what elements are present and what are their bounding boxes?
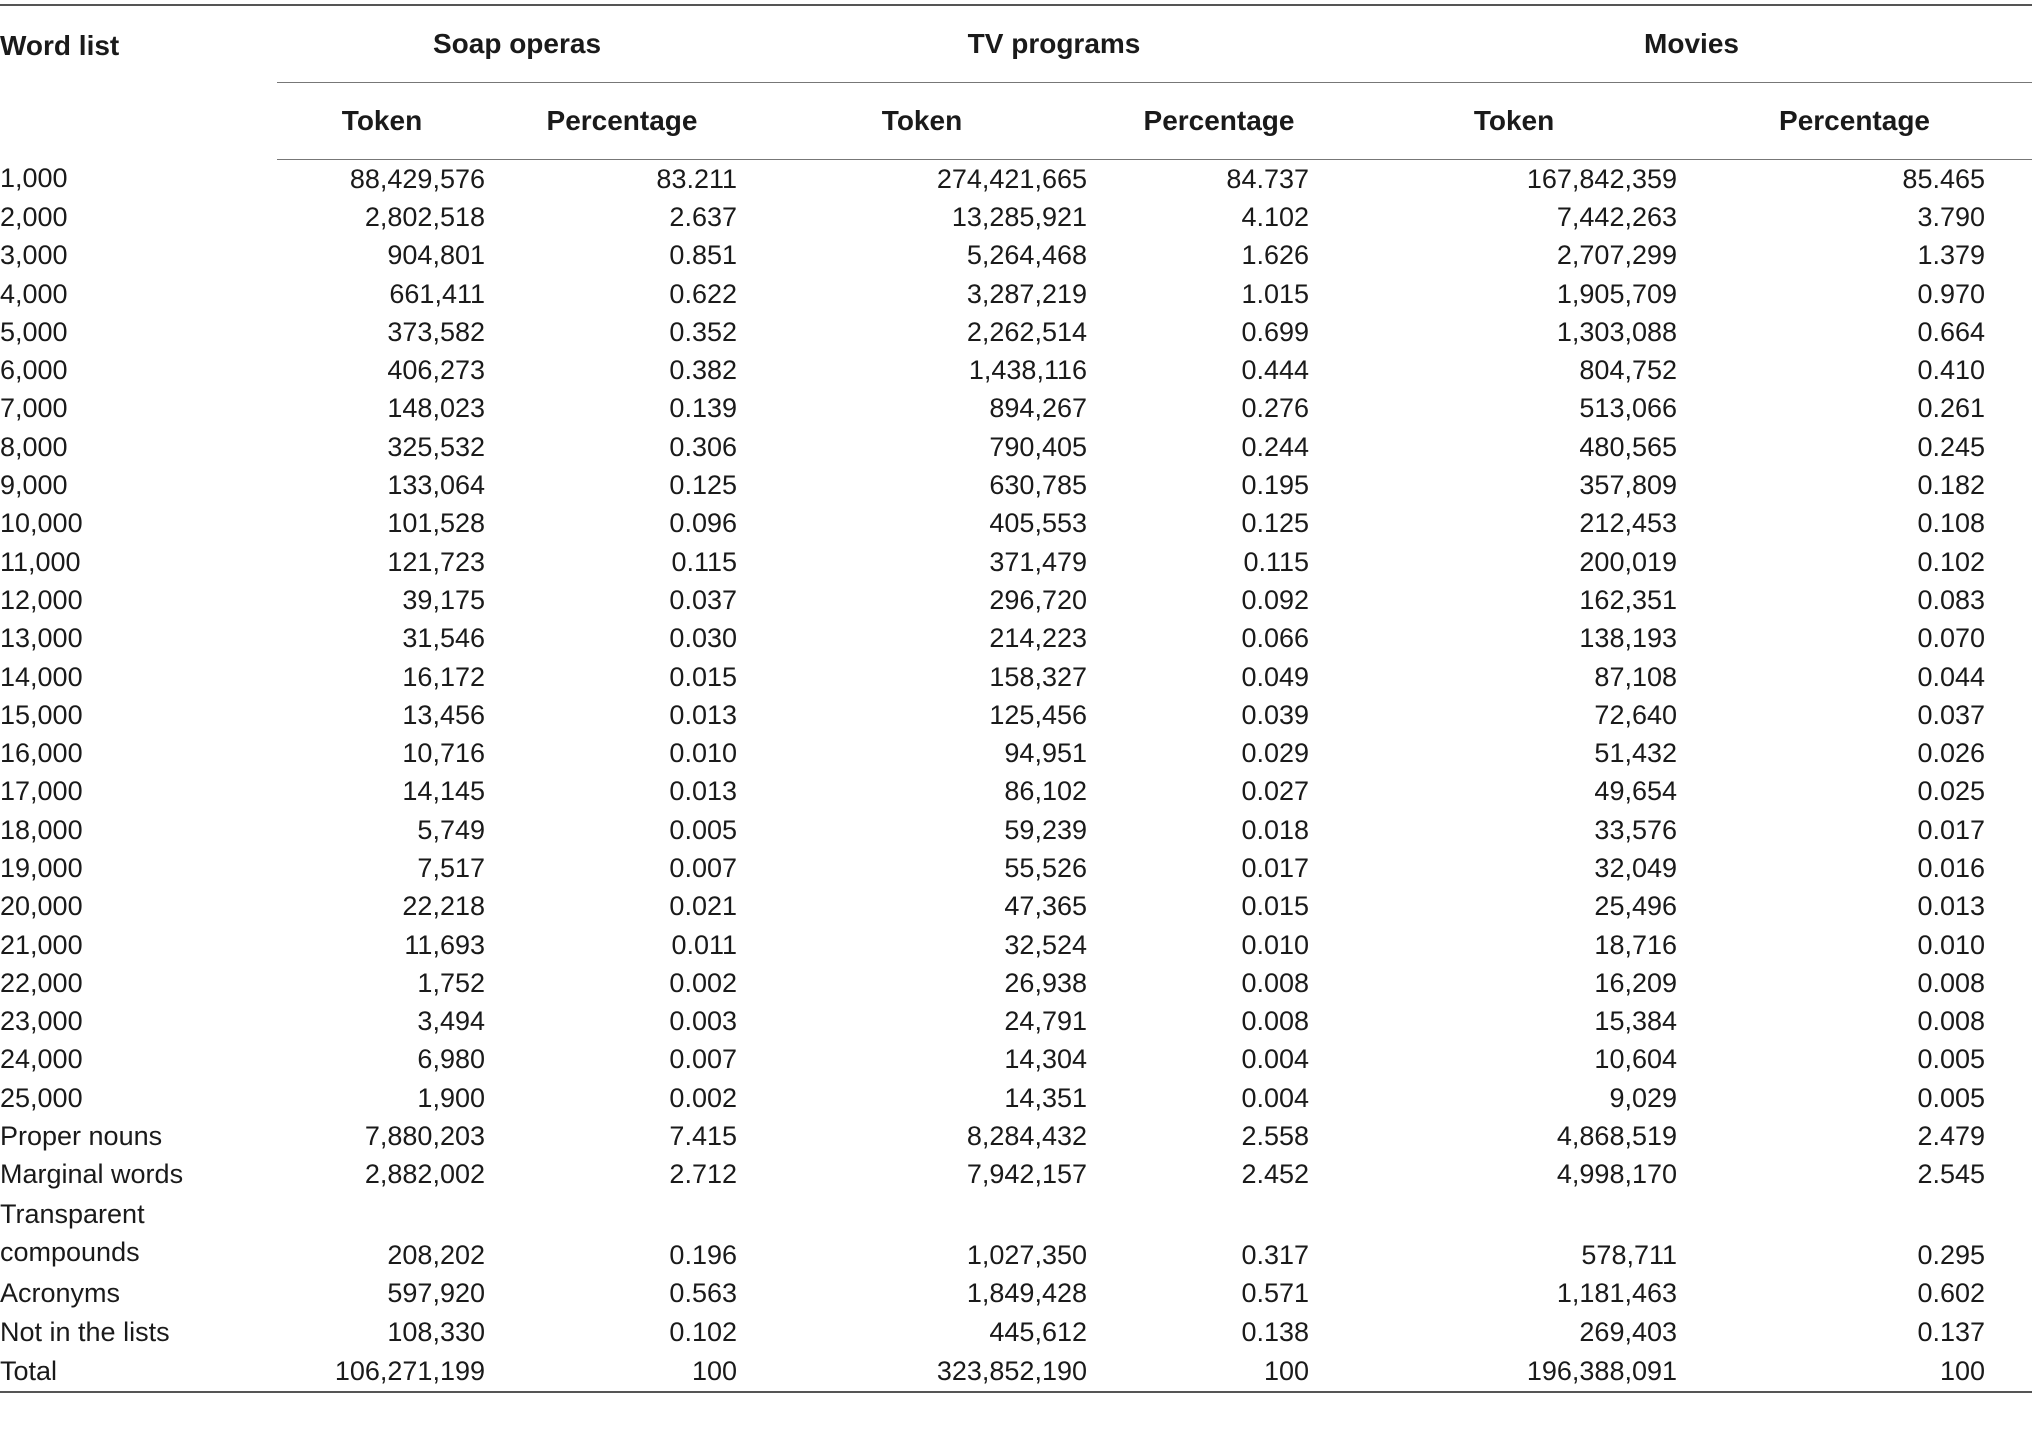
- soap-operas-token-cell: 101,528: [387, 508, 485, 539]
- tv-programs-token-cell: 323,852,190: [757, 1351, 1087, 1392]
- row-label: 1,000: [0, 163, 68, 194]
- row-label: 24,000: [0, 1044, 83, 1075]
- table-row: [0, 1156, 2032, 1194]
- movies-token-cell: 33,576: [1594, 814, 1678, 845]
- soap-operas-percentage-cell: 0.013: [669, 699, 737, 730]
- row-label: 20,000: [0, 891, 83, 922]
- tv-programs-token-cell: 790,405: [989, 431, 1087, 462]
- tv-programs-token-cell: 214,223: [989, 623, 1087, 654]
- tv-programs-percentage-cell: 0.017: [1241, 852, 1310, 883]
- table-row: [0, 428, 2032, 466]
- movies-percentage-cell: 0.005: [1917, 1082, 1986, 1113]
- tv-programs-percentage-cell: 0.066: [1241, 623, 1310, 654]
- soap-operas-token-cell: 106,271,199: [277, 1351, 487, 1392]
- table-row: [0, 275, 2032, 313]
- movies-token-cell: 269,403: [1579, 1316, 1678, 1347]
- row-label: 21,000: [0, 929, 83, 960]
- soap-operas-token-cell: 11,693: [404, 929, 485, 960]
- row-label: 4,000: [0, 278, 68, 309]
- soap-operas-percentage-cell: 0.622: [669, 278, 737, 309]
- table-row: [0, 1275, 2032, 1313]
- row-label: 10,000: [0, 508, 83, 539]
- movies-token-cell: 1,303,088: [1556, 316, 1678, 347]
- tv-programs-percentage-cell: 0.004: [1241, 1044, 1310, 1075]
- movies-percentage-cell: 0.008: [1917, 1006, 1986, 1037]
- soap-operas-token-cell: 325,532: [387, 431, 485, 462]
- soap-operas-token-cell: 31,546: [402, 623, 485, 654]
- soap-operas-token-cell: 5,749: [417, 814, 485, 845]
- table-row: [0, 1194, 2032, 1275]
- tv-programs-percentage-cell: 0.018: [1241, 814, 1310, 845]
- soap-operas-token-cell: 14,145: [402, 776, 485, 807]
- soap-operas-percentage-cell: 0.005: [669, 814, 737, 845]
- header-sub-row: [0, 83, 2032, 160]
- tv-programs-token-cell: 1,438,116: [968, 355, 1087, 386]
- movies-percentage-cell: 1.379: [1917, 240, 1986, 271]
- movies-percentage-cell: 85.465: [1902, 163, 1986, 194]
- soap-operas-token-cell: 7,517: [417, 852, 485, 883]
- row-label: 2,000: [0, 201, 68, 232]
- table-row: [0, 926, 2032, 964]
- soap-operas-token-cell: 2,882,002: [364, 1159, 485, 1190]
- tv-programs-percentage-cell: 0.010: [1241, 929, 1310, 960]
- tv-programs-percentage-cell: 0.115: [1243, 546, 1310, 577]
- soap-operas-token-header: Token: [277, 83, 487, 160]
- movies-token-cell: 25,496: [1594, 891, 1678, 922]
- header-group-row: [0, 5, 2032, 83]
- movies-token-cell: 200,019: [1579, 546, 1678, 577]
- tv-programs-token-cell: 14,304: [1004, 1044, 1087, 1075]
- movies-percentage-header: Percentage: [1677, 83, 2032, 160]
- tv-programs-token-cell: 445,612: [989, 1316, 1087, 1347]
- tv-programs-token-cell: 158,327: [989, 661, 1087, 692]
- movies-token-cell: 10,604: [1594, 1044, 1678, 1075]
- tv-programs-percentage-cell: 0.317: [1241, 1239, 1310, 1270]
- soap-operas-percentage-cell: 0.096: [669, 508, 737, 539]
- row-label: Total: [0, 1351, 277, 1392]
- tv-programs-token-cell: 94,951: [1004, 738, 1087, 769]
- word-list-coverage-table: [0, 4, 2032, 1393]
- table-row: [0, 390, 2032, 428]
- table-row: [0, 351, 2032, 389]
- soap-operas-token-cell: 88,429,576: [349, 163, 485, 194]
- soap-operas-percentage-cell: 0.115: [671, 546, 737, 577]
- tv-programs-percentage-cell: 0.125: [1241, 508, 1310, 539]
- movies-percentage-cell: 0.664: [1917, 316, 1986, 347]
- movies-token-cell: 196,388,091: [1351, 1351, 1677, 1392]
- soap-operas-token-cell: 121,723: [387, 546, 485, 577]
- movies-percentage-cell: 0.295: [1917, 1239, 1986, 1270]
- tv-programs-token-cell: 296,720: [989, 584, 1087, 615]
- soap-operas-token-cell: 16,172: [402, 661, 485, 692]
- movies-percentage-cell: 2.479: [1917, 1121, 1986, 1152]
- tv-programs-percentage-cell: 4.102: [1241, 201, 1310, 232]
- movies-percentage-cell: 0.083: [1917, 584, 1986, 615]
- movies-percentage-cell: 0.245: [1917, 431, 1986, 462]
- movies-percentage-cell: 100: [1677, 1351, 2032, 1392]
- table-row: [0, 1117, 2032, 1155]
- tv-programs-token-cell: 125,456: [989, 699, 1087, 730]
- table-row: [0, 849, 2032, 887]
- row-label: 11,000: [0, 546, 81, 577]
- movies-percentage-cell: 0.010: [1917, 929, 1986, 960]
- soap-operas-token-cell: 1,900: [417, 1082, 485, 1113]
- movies-percentage-cell: 0.137: [1917, 1316, 1986, 1347]
- tv-programs-group-header: TV programs: [757, 5, 1351, 83]
- tv-programs-token-cell: 2,262,514: [966, 316, 1087, 347]
- row-label: 8,000: [0, 431, 68, 462]
- movies-token-cell: 162,351: [1579, 584, 1678, 615]
- table-row: [0, 160, 2032, 199]
- table-row: [0, 198, 2032, 236]
- movies-percentage-cell: 2.545: [1917, 1159, 1986, 1190]
- row-label: 6,000: [0, 355, 68, 386]
- soap-operas-token-cell: 1,752: [417, 967, 485, 998]
- table-body: [0, 160, 2032, 1393]
- tv-programs-percentage-cell: 2.452: [1241, 1159, 1310, 1190]
- movies-token-cell: 480,565: [1579, 431, 1678, 462]
- movies-percentage-cell: 0.108: [1917, 508, 1986, 539]
- soap-operas-percentage-cell: 0.563: [669, 1278, 737, 1309]
- soap-operas-percentage-cell: 0.382: [669, 355, 737, 386]
- tv-programs-percentage-cell: 0.699: [1241, 316, 1310, 347]
- tv-programs-token-cell: 405,553: [989, 508, 1087, 539]
- row-label: 16,000: [0, 738, 83, 769]
- soap-operas-percentage-cell: 0.851: [669, 240, 737, 271]
- tv-programs-percentage-cell: 0.029: [1241, 738, 1310, 769]
- tv-programs-percentage-cell: 0.444: [1241, 355, 1310, 386]
- row-label: 7,000: [0, 393, 68, 424]
- movies-token-cell: 51,432: [1594, 738, 1678, 769]
- soap-operas-percentage-header: Percentage: [487, 83, 757, 160]
- soap-operas-token-cell: 2,802,518: [364, 201, 485, 232]
- movies-percentage-cell: 0.970: [1917, 278, 1986, 309]
- soap-operas-percentage-cell: 0.139: [669, 393, 737, 424]
- movies-token-cell: 32,049: [1594, 852, 1678, 883]
- movies-percentage-cell: 0.016: [1917, 852, 1986, 883]
- movies-token-cell: 513,066: [1579, 393, 1678, 424]
- table-row: [0, 658, 2032, 696]
- movies-percentage-cell: 0.005: [1917, 1044, 1986, 1075]
- row-label: 9,000: [0, 470, 68, 501]
- movies-token-cell: 804,752: [1579, 355, 1678, 386]
- movies-percentage-cell: 0.025: [1917, 776, 1986, 807]
- row-label: 17,000: [0, 776, 83, 807]
- movies-percentage-cell: 3.790: [1917, 201, 1986, 232]
- tv-programs-token-cell: 13,285,921: [951, 201, 1087, 232]
- movies-token-cell: 72,640: [1594, 699, 1678, 730]
- row-label: 22,000: [0, 967, 83, 998]
- tv-programs-percentage-cell: 0.092: [1241, 584, 1310, 615]
- movies-token-cell: 2,707,299: [1556, 240, 1678, 271]
- soap-operas-token-cell: 6,980: [417, 1044, 485, 1075]
- movies-percentage-cell: 0.261: [1917, 393, 1986, 424]
- tv-programs-token-cell: 371,479: [989, 546, 1087, 577]
- soap-operas-percentage-cell: 0.306: [669, 431, 737, 462]
- movies-token-cell: 18,716: [1594, 929, 1678, 960]
- table-row: [0, 773, 2032, 811]
- row-label: 12,000: [0, 584, 83, 615]
- tv-programs-token-cell: 55,526: [1004, 852, 1087, 883]
- soap-operas-percentage-cell: 0.013: [669, 776, 737, 807]
- row-label: Marginal words: [0, 1159, 184, 1190]
- row-label: 23,000: [0, 1006, 83, 1037]
- movies-percentage-cell: 0.017: [1917, 814, 1986, 845]
- tv-programs-percentage-cell: 1.626: [1241, 240, 1310, 271]
- soap-operas-percentage-cell: 7.415: [669, 1121, 737, 1152]
- row-label: Transparent compounds: [0, 1198, 145, 1267]
- movies-token-cell: 212,453: [1579, 508, 1678, 539]
- tv-programs-percentage-cell: 0.008: [1241, 1006, 1310, 1037]
- movies-percentage-cell: 0.410: [1917, 355, 1986, 386]
- tv-programs-token-cell: 8,284,432: [966, 1121, 1087, 1152]
- tv-programs-token-cell: 14,351: [1004, 1082, 1087, 1113]
- row-label: Proper nouns: [0, 1121, 163, 1152]
- soap-operas-percentage-cell: 0.010: [669, 738, 737, 769]
- movies-token-cell: 167,842,359: [1526, 163, 1678, 194]
- tv-programs-token-cell: 24,791: [1004, 1006, 1087, 1037]
- tv-programs-percentage-cell: 0.004: [1241, 1082, 1310, 1113]
- tv-programs-percentage-cell: 0.244: [1241, 431, 1310, 462]
- table-row: [0, 237, 2032, 275]
- word-list-column-header: Word list: [0, 5, 277, 160]
- soap-operas-percentage-cell: 0.196: [669, 1239, 737, 1270]
- tv-programs-percentage-cell: 0.008: [1241, 967, 1310, 998]
- movies-token-cell: 4,868,519: [1556, 1121, 1678, 1152]
- soap-operas-percentage-cell: 0.003: [669, 1006, 737, 1037]
- soap-operas-token-cell: 7,880,203: [364, 1121, 485, 1152]
- table-row: [0, 734, 2032, 772]
- table-row: [0, 1003, 2032, 1041]
- tv-programs-token-cell: 5,264,468: [966, 240, 1087, 271]
- soap-operas-percentage-cell: 2.712: [669, 1159, 737, 1190]
- soap-operas-group-header: Soap operas: [277, 5, 757, 83]
- tv-programs-percentage-cell: 0.039: [1241, 699, 1310, 730]
- movies-token-cell: 15,384: [1594, 1006, 1678, 1037]
- tv-programs-token-cell: 1,849,428: [966, 1278, 1087, 1309]
- row-label: 5,000: [0, 316, 68, 347]
- tv-programs-percentage-cell: 0.027: [1241, 776, 1310, 807]
- movies-percentage-cell: 0.026: [1917, 738, 1986, 769]
- movies-percentage-cell: 0.008: [1917, 967, 1986, 998]
- soap-operas-token-cell: 39,175: [402, 584, 485, 615]
- movies-percentage-cell: 0.102: [1917, 546, 1986, 577]
- soap-operas-percentage-cell: 0.002: [669, 967, 737, 998]
- tv-programs-percentage-header: Percentage: [1087, 83, 1351, 160]
- row-label: 15,000: [0, 699, 83, 730]
- soap-operas-token-cell: 904,801: [387, 240, 485, 271]
- tv-programs-token-cell: 86,102: [1004, 776, 1087, 807]
- soap-operas-percentage-cell: 0.037: [669, 584, 737, 615]
- tv-programs-percentage-cell: 1.015: [1241, 278, 1310, 309]
- soap-operas-token-cell: 13,456: [402, 699, 485, 730]
- table-row: [0, 696, 2032, 734]
- movies-token-cell: 4,998,170: [1556, 1159, 1678, 1190]
- row-label: 3,000: [0, 240, 68, 271]
- soap-operas-percentage-cell: 0.011: [671, 929, 737, 960]
- soap-operas-percentage-cell: 0.352: [669, 316, 737, 347]
- tv-programs-token-cell: 47,365: [1004, 891, 1087, 922]
- tv-programs-percentage-cell: 0.049: [1241, 661, 1310, 692]
- table-row: [0, 811, 2032, 849]
- row-label: Acronyms: [0, 1278, 121, 1309]
- movies-token-cell: 357,809: [1579, 470, 1678, 501]
- tv-programs-percentage-cell: 0.571: [1241, 1278, 1310, 1309]
- table-row: [0, 1351, 2032, 1392]
- tv-programs-token-cell: 630,785: [989, 470, 1087, 501]
- row-label: 19,000: [0, 852, 83, 883]
- soap-operas-percentage-cell: 0.002: [669, 1082, 737, 1113]
- soap-operas-token-cell: 406,273: [387, 355, 485, 386]
- movies-percentage-cell: 0.037: [1917, 699, 1986, 730]
- tv-programs-token-cell: 7,942,157: [966, 1159, 1087, 1190]
- soap-operas-token-cell: 108,330: [387, 1316, 485, 1347]
- tv-programs-token-cell: 32,524: [1004, 929, 1087, 960]
- soap-operas-token-cell: 3,494: [417, 1006, 485, 1037]
- table-row: [0, 505, 2032, 543]
- soap-operas-token-cell: 208,202: [387, 1239, 485, 1270]
- tv-programs-token-cell: 894,267: [989, 393, 1087, 424]
- row-label: 13,000: [0, 623, 83, 654]
- movies-token-cell: 16,209: [1594, 967, 1678, 998]
- movies-token-cell: 87,108: [1594, 661, 1678, 692]
- tv-programs-percentage-cell: 0.015: [1241, 891, 1310, 922]
- table-row: [0, 466, 2032, 504]
- movies-token-cell: 138,193: [1579, 623, 1678, 654]
- tv-programs-percentage-cell: 0.195: [1241, 470, 1310, 501]
- table-row: [0, 543, 2032, 581]
- tv-programs-token-cell: 26,938: [1004, 967, 1087, 998]
- tv-programs-percentage-cell: 2.558: [1241, 1121, 1310, 1152]
- movies-percentage-cell: 0.182: [1917, 470, 1986, 501]
- table-row: [0, 1313, 2032, 1351]
- soap-operas-percentage-cell: 0.021: [669, 891, 737, 922]
- movies-token-cell: 7,442,263: [1556, 201, 1678, 232]
- table-row: [0, 581, 2032, 619]
- tv-programs-token-cell: 274,421,665: [936, 163, 1087, 194]
- movies-percentage-cell: 0.602: [1917, 1278, 1986, 1309]
- movies-percentage-cell: 0.013: [1917, 891, 1986, 922]
- soap-operas-percentage-cell: 2.637: [669, 201, 737, 232]
- movies-token-header: Token: [1351, 83, 1677, 160]
- tv-programs-token-cell: 59,239: [1004, 814, 1087, 845]
- soap-operas-token-cell: 133,064: [387, 470, 485, 501]
- soap-operas-percentage-cell: 0.102: [669, 1316, 737, 1347]
- movies-group-header: Movies: [1351, 5, 2032, 83]
- movies-token-cell: 1,905,709: [1556, 278, 1678, 309]
- table-row: [0, 620, 2032, 658]
- movies-token-cell: 578,711: [1581, 1239, 1678, 1270]
- tv-programs-token-cell: 3,287,219: [966, 278, 1087, 309]
- soap-operas-percentage-cell: 83.211: [656, 163, 737, 194]
- soap-operas-token-cell: 10,716: [402, 738, 485, 769]
- table-row: [0, 1079, 2032, 1117]
- table-row: [0, 1041, 2032, 1079]
- soap-operas-token-cell: 373,582: [387, 316, 485, 347]
- soap-operas-percentage-cell: 0.015: [669, 661, 737, 692]
- soap-operas-percentage-cell: 0.007: [669, 1044, 737, 1075]
- soap-operas-percentage-cell: 0.125: [669, 470, 737, 501]
- movies-token-cell: 9,029: [1609, 1082, 1678, 1113]
- table-row: [0, 964, 2032, 1002]
- soap-operas-token-cell: 22,218: [402, 891, 485, 922]
- row-label: 14,000: [0, 661, 83, 692]
- movies-percentage-cell: 0.044: [1917, 661, 1986, 692]
- movies-percentage-cell: 0.070: [1917, 623, 1986, 654]
- tv-programs-token-cell: 1,027,350: [966, 1239, 1087, 1270]
- soap-operas-token-cell: 661,411: [389, 278, 485, 309]
- tv-programs-percentage-cell: 0.276: [1241, 393, 1310, 424]
- soap-operas-percentage-cell: 0.030: [669, 623, 737, 654]
- movies-token-cell: 1,181,463: [1556, 1278, 1678, 1309]
- tv-programs-percentage-cell: 0.138: [1241, 1316, 1310, 1347]
- soap-operas-percentage-cell: 0.007: [669, 852, 737, 883]
- table-row: [0, 888, 2032, 926]
- row-label: 25,000: [0, 1082, 83, 1113]
- soap-operas-token-cell: 597,920: [387, 1278, 485, 1309]
- table-header: [0, 5, 2032, 160]
- soap-operas-percentage-cell: 100: [487, 1351, 757, 1392]
- soap-operas-token-cell: 148,023: [387, 393, 485, 424]
- table-row: [0, 313, 2032, 351]
- row-label: 18,000: [0, 814, 83, 845]
- row-label: Not in the lists: [0, 1316, 170, 1347]
- tv-programs-percentage-cell: 84.737: [1226, 163, 1310, 194]
- tv-programs-token-header: Token: [757, 83, 1087, 160]
- movies-token-cell: 49,654: [1594, 776, 1678, 807]
- tv-programs-percentage-cell: 100: [1087, 1351, 1351, 1392]
